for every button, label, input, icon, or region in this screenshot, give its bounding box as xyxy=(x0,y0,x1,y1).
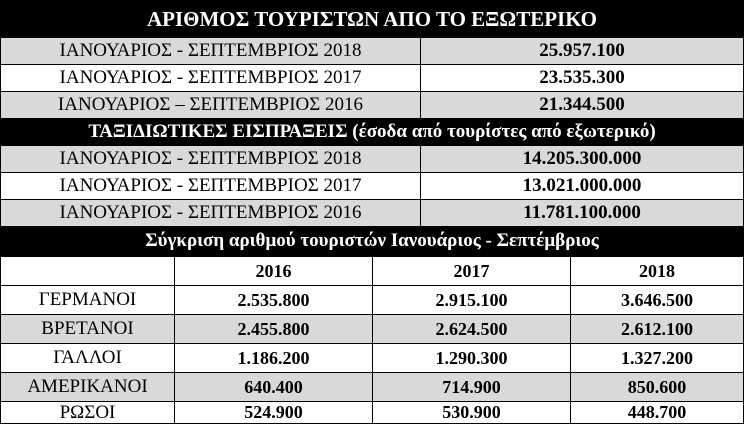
value-2018: 448.700 xyxy=(627,402,687,422)
period-label: ΙΑΝΟΥΑΡΙΟΣ - ΣΕΠΤΕΜΒΡΙΟΣ 2018 xyxy=(1,38,421,64)
period-label: ΙΑΝΟΥΑΡΙΟΣ - ΣΕΠΤΕΜΒΡΙΟΣ 2018 xyxy=(1,146,421,172)
comparison-row xyxy=(1,401,743,423)
receipts-value: 13.021.000.000 xyxy=(522,175,642,196)
receipts-value: 14.205.300.000 xyxy=(522,148,642,169)
period-label: ΙΑΝΟΥΑΡΙΟΣ - ΣΕΠΤΕΜΒΡΙΟΣ 2017 xyxy=(1,173,421,199)
value-2016: 640.400 xyxy=(175,373,373,401)
section1-row xyxy=(1,37,743,64)
receipts-value: 11.781.100.000 xyxy=(523,202,641,223)
nationality-label: ΓΑΛΛΟΙ xyxy=(1,344,175,372)
comparison-row xyxy=(1,285,743,314)
period-label: ΙΑΝΟΥΑΡΙΟΣ - ΣΕΠΤΕΜΒΡΙΟΣ 2017 xyxy=(1,65,421,91)
comparison-header-row xyxy=(1,256,743,285)
section2-title: ΤΑΞΙΔΙΩΤΙΚΕΣ ΕΙΣΠΡΑΞΕΙΣ (έσοδα από τουρίστες από εξωτερικό) xyxy=(1,118,743,145)
column-header-2017: 2017 xyxy=(373,257,571,285)
section1-title: ΑΡΙΘΜΟΣ ΤΟΥΡΙΣΤΩΝ ΑΠΟ ΤΟ ΕΞΩΤΕΡΙΚΟ xyxy=(1,1,743,37)
value-2018: 850.600 xyxy=(627,377,687,397)
comparison-row xyxy=(1,314,743,343)
section1-row xyxy=(1,91,743,118)
nationality-label: ΓΕΡΜΑΝΟΙ xyxy=(1,286,175,314)
tourists-value: 23.535.300 xyxy=(539,67,625,88)
section1-row xyxy=(1,64,743,91)
nationality-label: ΑΜΕΡΙΚΑΝΟΙ xyxy=(1,373,175,401)
value-2017: 530.900 xyxy=(373,402,571,423)
comparison-row xyxy=(1,372,743,401)
nationality-label: ΡΩΣΟΙ xyxy=(1,402,175,423)
section2-row xyxy=(1,172,743,199)
value-2016: 2.455.800 xyxy=(175,315,373,343)
value-2018: 1.327.200 xyxy=(621,348,693,368)
column-header-2016: 2016 xyxy=(175,257,373,285)
section3-title: Σύγκριση αριθμού τουριστών Ιανουάριος - Σεπτέμβριος xyxy=(1,226,743,256)
period-label: ΙΑΝΟΥΑΡΙΟΣ - ΣΕΠΤΕΜΒΡΙΟΣ 2016 xyxy=(1,200,421,226)
column-header-2018: 2018 xyxy=(639,261,675,281)
tourists-value: 21.344.500 xyxy=(539,94,625,115)
nationality-label: ΒΡΕΤΑΝΟΙ xyxy=(1,315,175,343)
value-2018: 3.646.500 xyxy=(621,290,693,310)
value-2016: 1.186.200 xyxy=(175,344,373,372)
value-2016: 524.900 xyxy=(175,402,373,423)
column-header-empty xyxy=(1,257,175,285)
comparison-row xyxy=(1,343,743,372)
period-label: ΙΑΝΟΥΑΡΙΟΣ – ΣΕΠΤΕΜΒΡΙΟΣ 2016 xyxy=(1,92,421,118)
section2-row xyxy=(1,145,743,172)
value-2017: 2.915.100 xyxy=(373,286,571,314)
value-2017: 714.900 xyxy=(373,373,571,401)
section2-row xyxy=(1,199,743,226)
value-2016: 2.535.800 xyxy=(175,286,373,314)
value-2017: 1.290.300 xyxy=(373,344,571,372)
value-2017: 2.624.500 xyxy=(373,315,571,343)
value-2018: 2.612.100 xyxy=(621,319,693,339)
tourists-value: 25.957.100 xyxy=(539,40,625,61)
